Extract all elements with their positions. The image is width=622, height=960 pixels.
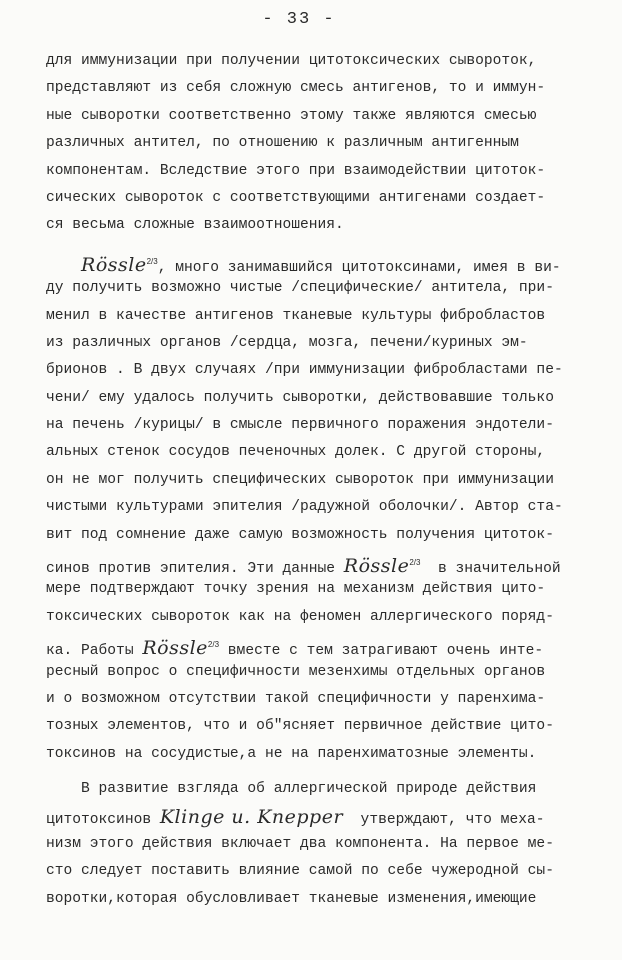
typed-text: различных антител, по отношению к различным антигенным — [46, 135, 519, 152]
reference-superscript: 2/3 — [409, 558, 421, 568]
typed-text: в значительной — [420, 561, 561, 578]
text-line — [46, 858, 586, 885]
text-line — [46, 275, 586, 302]
text-line — [46, 631, 586, 658]
text-line — [46, 48, 586, 75]
typed-text: тозных элементов, что и об"ясняет первичное действие цито- — [46, 718, 554, 735]
text-line — [46, 467, 586, 494]
typed-text: менил в качестве антигенов тканевые культуры фибробластов — [46, 307, 546, 324]
text-line — [46, 412, 586, 439]
handwritten-author-name: Rössle — [81, 253, 147, 276]
typed-text: чени/ ему удалось получить сыворотки, действовавшие только — [46, 389, 554, 406]
text-line — [46, 549, 586, 576]
handwritten-author-name: Rössle — [142, 637, 208, 660]
typed-text: из различных органов /сердца, мозга, печени/куриных эм- — [46, 334, 528, 351]
typed-text: компонентам. Вследствие этого при взаимодействии цитоток- — [46, 162, 546, 179]
text-line — [46, 494, 586, 521]
typed-text: токсинов на сосудистые,а не на паренхиматозные элементы. — [46, 745, 537, 762]
typed-text: синов против эпителия. Эти данные — [46, 561, 344, 578]
typed-text: низм этого действия включает два компонента. На первое ме- — [46, 835, 554, 852]
typed-text: для иммунизации при получении цитотоксических сывороток, — [46, 53, 537, 69]
typed-text: чистыми культурами эпителия /радужной оболочки/. Автор ста- — [46, 499, 563, 516]
handwritten-author-name: Klinge u. Knepper — [159, 805, 344, 828]
text-line — [46, 158, 586, 185]
typed-text: вместе с тем затрагивают очень инте- — [219, 643, 544, 660]
text-line — [46, 103, 586, 130]
typed-text: представляют из себя сложную смесь антигенов, то и иммун- — [46, 80, 546, 97]
text-line — [46, 686, 586, 713]
typed-text: брионов . В двух случаях /при иммунизации фибробластами пе- — [46, 362, 563, 379]
typed-text: цитотоксинов — [46, 811, 160, 828]
typed-text: на печень /курицы/ в смысле первичного поражения эндотели- — [46, 417, 554, 434]
typed-text: ся весьма сложные взаимоотношения. — [46, 217, 344, 234]
handwritten-author-name: Rössle — [343, 555, 410, 578]
text-line — [46, 776, 586, 803]
text-line — [46, 831, 586, 858]
typed-text: В развитие взгляда об аллергической природе действия — [46, 781, 537, 798]
typed-text: он не мог получить специфических сывороток при иммунизации — [46, 471, 554, 488]
typed-text: ресный вопрос о специфичности мезенхимы отдельных органов — [46, 663, 546, 680]
typed-text: альных стенок сосудов печеночных долек. С другой стороны, — [46, 444, 546, 461]
text-line — [46, 439, 586, 466]
text-line — [46, 886, 586, 913]
text-line — [46, 522, 586, 549]
text-line — [46, 75, 586, 102]
typed-text: утверждают, что меха- — [343, 811, 545, 828]
typed-text: сто следует поставить влияние самой по себе чужеродной сы- — [46, 863, 554, 880]
typed-text: токсических сывороток как на феномен аллергического поряд- — [46, 608, 554, 625]
text-line — [46, 303, 586, 330]
typed-text: воротки,которая обусловливает тканевые изменения,имеющие — [46, 890, 537, 907]
typed-text: мере подтверждают точку зрения на механизм действия цито- — [46, 581, 546, 598]
typed-text: , много занимавшийся цитотоксинами, имея в ви- — [157, 259, 561, 276]
reference-superscript: 2/3 — [146, 256, 158, 266]
text-line — [46, 357, 586, 384]
body-text — [46, 48, 586, 913]
text-line — [46, 130, 586, 157]
page-number: - 33 - — [262, 10, 336, 29]
text-line — [46, 212, 586, 239]
text-line — [46, 804, 586, 831]
text-line — [46, 713, 586, 740]
text-line — [46, 248, 586, 275]
text-line — [46, 385, 586, 412]
typed-text: и о возможном отсутствии такой специфичности у паренхима- — [46, 690, 546, 707]
typed-text: сических сывороток с соответствующими антигенами создает- — [46, 189, 546, 206]
typed-text: ные сыворотки соответственно этому также являются смесью — [46, 107, 537, 124]
typed-text: ка. Работы — [46, 643, 143, 660]
typed-text — [46, 260, 81, 276]
typed-text: вит под сомнение даже самую возможность получения цитоток- — [46, 526, 554, 543]
text-line — [46, 659, 586, 686]
typed-text: ду получить возможно чистые /специфические/ антитела, при- — [46, 280, 554, 297]
reference-superscript: 2/3 — [207, 640, 220, 650]
text-line — [46, 741, 586, 768]
text-line — [46, 185, 586, 212]
text-line — [46, 604, 586, 631]
text-line — [46, 576, 586, 603]
text-line — [46, 330, 586, 357]
